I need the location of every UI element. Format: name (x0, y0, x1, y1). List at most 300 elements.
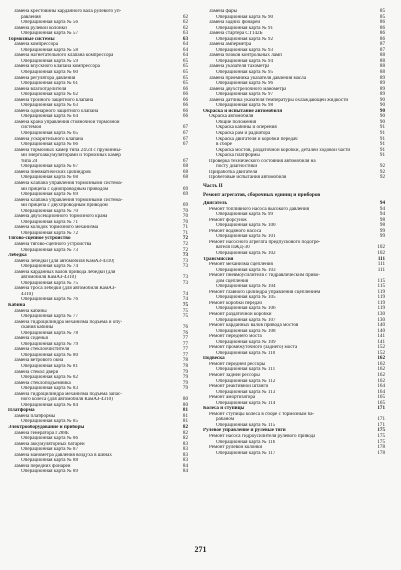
toc-entry-page: 74 (182, 296, 188, 303)
toc-entry-page: 66 (182, 102, 188, 109)
toc-entry-page: 87 (379, 41, 385, 48)
toc-entry-title: Операционная карта № 74 (21, 264, 78, 270)
toc-entry-page: 67 (182, 141, 188, 148)
toc-entry-page: 72 (182, 235, 188, 242)
toc-entry-page: 171 (377, 405, 385, 412)
toc-entry-page: 84 (182, 462, 188, 469)
toc-entry-title: Замена фары (209, 9, 238, 14)
toc-entry-page: 79 (182, 374, 188, 381)
toc-entry-page: 119 (377, 294, 385, 301)
toc-entry-page: 69 (182, 191, 188, 198)
toc-entry-page: 81 (182, 407, 188, 414)
toc-entry-title: Операционная карта № 102 (216, 250, 276, 256)
toc-entry-title: Операционная карта № 106 (216, 306, 276, 312)
toc-entry-title: Замена крана управления стояночной тормозной (14, 119, 120, 125)
toc-entry-title: Операционная карта № 77 (21, 314, 78, 320)
toc-entry-page: 75 (182, 301, 188, 308)
toc-entry-page: 66 (182, 107, 188, 114)
toc-entry-title: Замена карданных валов привода лебедки (для (14, 269, 116, 275)
toc-entry-title: Операционная карта № 105 (216, 295, 276, 301)
toc-entry-title: Операционная карта № 94 (216, 58, 273, 64)
toc-entry-page: 73 (182, 274, 188, 281)
toc-entry-title: Замена амперметра (209, 42, 252, 48)
toc-entry-title: Замена сиденья (14, 336, 48, 342)
toc-entry-page: 66 (182, 91, 188, 98)
toc-entry-page: 64 (182, 46, 188, 53)
toc-entry-title: Замена регулятора давления (14, 75, 76, 81)
toc-entry-page: 90 (379, 118, 385, 125)
toc-entry-title: Ремонт карданных валов привода мостов (209, 323, 299, 329)
toc-entry-page: 66 (182, 96, 188, 103)
toc-entry-title: Ремонт задней рессоры (209, 373, 260, 378)
toc-entry-page: 70 (182, 213, 188, 220)
toc-entry-title: Операционная карта № 71 (21, 219, 78, 225)
toc-entry-title: Операционная карта № 91 (216, 25, 273, 31)
toc-entry-page: 115 (377, 277, 385, 284)
toc-entry-page: 76 (182, 329, 188, 336)
toc-entry-page: 178 (377, 449, 385, 456)
toc-entry-page: 68 (182, 163, 188, 170)
toc-entry-page: 70 (182, 207, 188, 214)
toc-entry-page: 90 (379, 96, 385, 103)
toc-entry-title: Трансмиссия (203, 256, 234, 262)
toc-entry-title: Операционная карта № 81 (21, 364, 78, 369)
toc-entry-title: Приработка двигателя (209, 169, 258, 175)
toc-entry-page: 80 (182, 401, 188, 408)
toc-entry-title: Операционная карта № 113 (216, 389, 276, 395)
toc-entry-title: Замена двухстрелочного манометра (209, 86, 287, 92)
toc-entry-title: Операционная карта № 65 (21, 131, 78, 137)
page-number: 271 (194, 545, 207, 554)
toc-entry-page: 86 (379, 30, 385, 37)
toc-entry-page: 92 (379, 168, 385, 175)
toc-entry-title: Операционная карта № 103 (216, 267, 276, 273)
toc-entry-title: Операционная карта № 60 (21, 70, 78, 76)
part-subtitle: Ремонт агрегатов, сборочных единиц и приборов (203, 191, 321, 198)
toc-entry-page: 64 (182, 41, 188, 48)
toc-entry-title: Операционная карта № 100 (216, 223, 276, 229)
toc-right-column (203, 9, 385, 456)
toc-entry-page: 152 (377, 344, 385, 351)
toc-entry-page: 165 (377, 399, 385, 406)
toc-entry-page: 88 (379, 57, 385, 64)
part-title: Часть II (203, 182, 223, 189)
toc-entry-title: Замена приемника указателя давления масла (209, 75, 306, 81)
toc-entry-title: Ремонт форсунок (209, 217, 247, 223)
toc-entry-title: Замена впускного клапана компрессора (14, 64, 100, 70)
toc-entry-title: Ремонт промежуточного (заднего) моста (209, 345, 298, 351)
toc-entry-title: Окраска автомобиля (209, 114, 254, 120)
toc-entry-title: Операционная карта № 58 (21, 47, 78, 53)
toc-entry-page: 73 (182, 279, 188, 286)
toc-entry-page: 92 (379, 174, 385, 181)
toc-entry-page: 70 (182, 218, 188, 225)
toc-entry-title: Ремонт топливного насоса высокого давления (209, 206, 309, 212)
toc-entry-page: 94 (379, 211, 385, 218)
toc-entry-page: 83 (182, 440, 188, 447)
toc-entry-title: Окраска и испытание автомобиля (203, 108, 283, 114)
toc-entry-page: 65 (182, 80, 188, 87)
toc-entry-title: ми энергоаккумуляторами и тормозных камер (21, 153, 121, 159)
toc-entry-page: 111 (377, 255, 385, 262)
toc-entry-title: Ремонт передней рессоры (209, 361, 266, 367)
toc-entry-page: 130 (377, 310, 385, 317)
toc-entry-title: равления (21, 14, 41, 20)
toc-entry-title: Тягово-сцепное устройство (8, 236, 71, 242)
toc-entry-title: Замена одинарного защитного клапана (14, 108, 99, 114)
toc-entry-page: 83 (182, 451, 188, 458)
toc-entry-title: Ремонт ступицы колеса в сборе с тормозным ба- (209, 411, 315, 417)
toc-entry-page: 79 (182, 385, 188, 392)
toc-entry-page: 71 (182, 229, 188, 236)
toc-entry-title: Замена тягово-сцепного устройства (14, 241, 92, 247)
toc-entry-page: 62 (182, 13, 188, 20)
toc-entry-page: 86 (379, 35, 385, 42)
toc-entry-page: 77 (182, 335, 188, 342)
toc-entry-title: Операционная карта № 76 (21, 297, 78, 303)
toc-entry-title: Замена двухсекционного тормозного крана (14, 214, 108, 220)
toc-entry-page: 89 (379, 74, 385, 81)
toc-entry-page: 140 (377, 322, 385, 329)
toc-entry-title: Операционная карта № 101 (216, 234, 276, 240)
toc-entry-page: 66 (182, 85, 188, 92)
toc-entry-title: Пробеговые испытания автомобиля (209, 175, 287, 181)
toc-entry-title: Операционная карта № 96 (216, 81, 273, 87)
toc-entry-title: Операционная карта № 85 (21, 419, 78, 425)
toc-entry (203, 451, 385, 457)
toc-entry-page: 65 (182, 74, 188, 81)
toc-entry-page: 66 (182, 113, 188, 120)
toc-entry-page: 130 (377, 316, 385, 323)
toc-entry-title: Операционная карта № 90 (216, 14, 273, 20)
toc-entry-title: Кабина (8, 302, 26, 308)
toc-entry-page: 78 (182, 357, 188, 364)
toc-entry-title: Операционная карта № 73 (21, 247, 78, 253)
toc-entry-page: 91 (379, 135, 385, 142)
toc-entry-title: Замена влагоотделителя (14, 86, 67, 92)
toc-entry-title: Операционная карта № 108 (216, 328, 276, 334)
toc-entry-title: Платформа (8, 408, 35, 414)
toc-entry-title: Операционная карта № 66 (21, 142, 78, 148)
toc-entry-title: Подвеска (203, 356, 225, 362)
toc-entry-title: Замена тормозных камер типа 24/24 с пружинны- (14, 147, 122, 153)
toc-entry-title: Замена стеклоподъемника (14, 380, 71, 386)
toc-entry-page: 115 (377, 283, 385, 290)
toc-entry-page: 69 (182, 185, 188, 192)
toc-entry-title: типа 24 (21, 158, 38, 164)
toc-entry-page: 77 (182, 340, 188, 347)
toc-entry-title: Операционная карта № 88 (21, 458, 78, 464)
toc-entry-title: Операционная карта № 80 (21, 352, 78, 358)
toc-entry-page: 81 (182, 418, 188, 425)
toc-entry-title: Операционная карта № 78 (21, 330, 78, 336)
toc-entry-page: 82 (182, 429, 188, 436)
toc-entry-page: 102 (377, 249, 385, 256)
toc-entry-page: 91 (379, 141, 385, 148)
toc-entry-page: 92 (379, 163, 385, 170)
toc-entry-page: 99 (379, 233, 385, 240)
toc-entry-title: Замена рулевой колонки (14, 25, 67, 31)
toc-entry-page: 72 (182, 246, 188, 253)
toc-entry-title: Операционная карта № 117 (216, 450, 276, 456)
toc-entry-page: 94 (379, 200, 385, 207)
toc-entry-title: Операционная карта № 110 (216, 350, 276, 356)
toc-entry-page: 88 (379, 69, 385, 76)
toc-entry-page: 178 (377, 444, 385, 451)
toc-entry-page: 175 (377, 438, 385, 445)
toc-left-column (8, 9, 188, 475)
toc-entry-page: 79 (182, 368, 188, 375)
toc-entry-page: 89 (379, 91, 385, 98)
toc-entry-title: Окраска платформы (216, 153, 260, 159)
toc-entry-page: 79 (182, 379, 188, 386)
toc-entry-title: Общие положения (216, 119, 257, 125)
toc-entry-page: 67 (182, 130, 188, 137)
toc-entry-page: 162 (377, 360, 385, 367)
toc-entry-title: Операционная карта № 87 (21, 447, 78, 453)
toc-entry-title: Замена нагнетательного клапана компрессора (14, 53, 114, 59)
toc-entry-page: 75 (182, 307, 188, 314)
toc-entry-page: 67 (182, 157, 188, 164)
toc-entry-page: 152 (377, 349, 385, 356)
toc-entry-title: автомобиля КамАЗ-4310) (21, 275, 76, 281)
toc-entry-page: 77 (182, 346, 188, 353)
toc-entry-title: вателя ПЖД-30 (216, 245, 250, 251)
toc-entry-title: Операционная карта № 72 (21, 230, 78, 236)
toc-entry-title: Окраска кабины и оперения (216, 125, 277, 131)
toc-entry-title: Замена крестовины карданного вала рулевого уп- (14, 9, 122, 14)
toc-entry-title: Операционная карта № 67 (21, 164, 78, 170)
toc-entry-title: Операционная карта № 64 (21, 114, 78, 120)
toc-entry-title: Замена троса лебедки (для автомобиля КамАЗ- (14, 286, 116, 292)
toc-entry-page: 73 (182, 263, 188, 270)
toc-entry-title: Замена компрессора (14, 42, 58, 48)
toc-entry-title: Электрооборудование и приборы (8, 425, 85, 431)
toc-entry-title: Тормозные системы (8, 36, 55, 42)
toc-entry-title: Операционная карта № 92 (216, 36, 273, 42)
toc-entry-title: Замена ускорительного клапана (14, 136, 83, 142)
toc-entry-page: 99 (379, 227, 385, 234)
toc-entry-title: Замена блоков контрольных ламп (209, 53, 282, 59)
toc-entry-page: 164 (377, 383, 385, 390)
toc-entry-title: посту диагностики (216, 164, 258, 170)
toc-entry-page: 90 (379, 113, 385, 120)
toc-entry-page: 90 (379, 102, 385, 109)
toc-entry-title: Операционная карта № 107 (216, 317, 276, 323)
toc-entry-page: 162 (377, 377, 385, 384)
toc-entry-page: 162 (377, 372, 385, 378)
toc-entry-page: 89 (379, 80, 385, 87)
toc-entry-title: Двигатель (203, 201, 228, 207)
toc-entry-page: 63 (182, 30, 188, 37)
toc-entry-page: 111 (377, 266, 385, 273)
toc-entry-title: ного колеса (для автомобиля КамАЗ-4310) (21, 397, 113, 403)
toc-entry-title: Операционная карта № 111 (216, 367, 276, 373)
toc-entry-page: 80 (182, 396, 188, 403)
toc-entry-page: 81 (182, 412, 188, 419)
toc-entry-title: Операционная карта № 93 (216, 47, 273, 53)
toc-entry-page: 78 (182, 363, 188, 369)
toc-entry-title: Проверка технического состояния автомобиля на (209, 158, 316, 164)
toc-entry-page: 94 (379, 205, 385, 212)
toc-entry-page: 74 (182, 290, 188, 297)
toc-entry-page: 65 (182, 69, 188, 76)
toc-entry-title: Операционная карта № 99 (216, 212, 273, 218)
toc-entry-title: Замена стекол двери (14, 369, 59, 375)
toc-entry-title: Операционная карта № 114 (216, 400, 276, 406)
toc-entry-title: Операционная карта № 82 (21, 375, 78, 381)
toc-entry-page: 67 (182, 135, 188, 142)
toc-entry-title: Лебедка (8, 253, 27, 259)
toc-entry-page: 141 (377, 333, 385, 340)
toc-entry-title: Ремонт реактивной штанги (209, 384, 269, 390)
toc-entry-title: Ремонт механизма сцепления (209, 262, 273, 268)
toc-entry-title: Колеса и ступицы (203, 406, 245, 412)
toc-entry-title: Операционная карта № 98 (216, 103, 273, 109)
toc-entry-page: 83 (182, 457, 188, 464)
toc-entry-title: Ремонт рулевой колонки (209, 445, 263, 451)
toc-entry-title: Замена указателя тахометра (209, 64, 270, 70)
toc-entry-title: Рулевое управление и рулевые тяги (203, 428, 286, 434)
toc-entry-title: Замена тройного защитного клапана (14, 97, 94, 103)
toc-entry-page: 98 (379, 222, 385, 229)
toc-entry-page: 89 (379, 85, 385, 92)
toc-entry-page: 73 (182, 257, 188, 264)
toc-entry-title: Операционная карта № 104 (216, 284, 276, 290)
toc-entry-page: 63 (182, 35, 188, 42)
toc-entry-page: 65 (182, 57, 188, 64)
toc-entry-page: 87 (379, 46, 385, 53)
toc-entry-page: 91 (379, 124, 385, 131)
toc-entry-title: Операционная карта № 84 (21, 402, 78, 408)
toc-entry-title: Операционная карта № 116 (216, 439, 276, 445)
toc-entry-title: Операционная карта № 83 (21, 386, 78, 392)
toc-entry-page: 119 (377, 288, 385, 295)
toc-entry-title: Ремонт насоса гидроусилителя рулевого привода (209, 434, 316, 440)
toc-entry-title: в сборе (216, 142, 232, 148)
toc-entry-title: ми прицепа с двухпроводным приводом (21, 203, 108, 209)
toc-entry-title: Операционная карта № 89 (21, 469, 78, 475)
toc-entry-page: 86 (379, 24, 385, 31)
toc-entry-title: дом сцепления (216, 278, 249, 284)
toc-entry-page: 69 (182, 202, 188, 209)
toc-entry-title: Операционная карта № 75 (21, 280, 78, 286)
toc-entry-title: Замена передних фонарей (14, 463, 71, 469)
toc-entry-page: 171 (377, 421, 385, 428)
toc-entry-title: Замена платформы (14, 413, 56, 419)
toc-entry-page: 68 (182, 174, 188, 181)
toc-entry-page: 67 (182, 124, 188, 131)
toc-entry-page: 76 (182, 324, 188, 331)
toc-entry-title: Операционная карта № 59 (21, 58, 78, 64)
toc-entry-page: 68 (182, 168, 188, 175)
toc-entry-page: 162 (377, 355, 385, 362)
toc-entry-title: Операционная карта № 86 (21, 436, 78, 442)
toc-entry-title: Ремонт пневмоусилителя с гидравлическим приво- (209, 273, 320, 279)
toc-entry-page: 90 (379, 107, 385, 114)
toc-entry-title: Операционная карта № 109 (216, 339, 276, 345)
toc-entry-page: 62 (182, 19, 188, 26)
toc-entry-title: Окраска двигателя и коробки передач (216, 136, 298, 142)
toc-entry-page: 175 (377, 433, 385, 440)
toc-entry-title: Операционная карта № 68 (21, 175, 78, 181)
toc-entry-title: Окраска рам и радиатора (216, 131, 271, 137)
toc-entry-page: 71 (182, 224, 188, 231)
toc-entry-title: Замена колодок тормозного механизма (14, 225, 99, 231)
toc-entry-title: Замена стартера СТ142Б (209, 31, 263, 37)
toc-entry-page: 165 (377, 394, 385, 401)
toc-entry-page: 85 (379, 13, 385, 20)
toc-entry-title: системой (21, 125, 42, 131)
toc-entry-title: Операционная карта № 69 (21, 192, 78, 198)
toc-entry-title: Операционная карта № 97 (216, 92, 273, 98)
toc-entry-title: Операционная карта № 79 (21, 341, 78, 347)
toc-entry-title: Замена ветрового окна (14, 358, 64, 364)
toc-entry-title: Операционная карта № 70 (21, 208, 78, 214)
toc-entry-page: 175 (377, 427, 385, 434)
toc-entry-title: Окраска мостов, раздаточной коробки, деталей ходовой части (216, 147, 351, 153)
toc-entry-title: рабаном (216, 417, 235, 423)
toc-entry-page: 72 (182, 240, 188, 247)
toc-entry-page: 84 (182, 468, 188, 475)
toc-entry-page: 91 (379, 152, 385, 159)
toc-entry-page: 141 (377, 338, 385, 345)
toc-entry-page: 88 (379, 52, 385, 59)
toc-entry-title: Замена клапана управления тормозными система- (14, 197, 123, 203)
toc-entry-page: 171 (377, 416, 385, 423)
toc-entry-page: 62 (182, 24, 188, 31)
toc-entry-title: Операционная карта № 56 (21, 20, 78, 26)
toc-entry-title: Замена датчика указателя температуры охлаждающей жидкости (209, 97, 349, 103)
toc-entry-title: Замена лебедки (для автомобиля КамАЗ-4310) (14, 258, 115, 264)
toc-entry-title: Ремонт амортизатора (209, 395, 256, 401)
toc-entry-page: 77 (182, 351, 188, 358)
toc-entry-title: Операционная карта № 57 (21, 31, 78, 37)
toc-entry-title: Операционная карта № 115 (216, 422, 276, 428)
toc-entry-title: Замена пневматических цилиндров (14, 169, 91, 175)
toc-entry-title: Операционная карта № 95 (216, 70, 273, 76)
toc-entry-page: 91 (379, 130, 385, 137)
toc-entry-page: 162 (377, 366, 385, 373)
toc-entry-title: Замена манометра давления воздуха в шинах (14, 452, 112, 458)
toc-entry-title: Операционная карта № 62 (21, 92, 78, 98)
toc-entry-title: Ремонт главного цилиндра управления сцеплением (209, 289, 321, 295)
toc-entry-page: 83 (182, 446, 188, 453)
toc-entry-page: 64 (182, 52, 188, 59)
toc-entry-title: Операционная карта № 61 (21, 81, 78, 87)
toc-entry-page: 82 (182, 435, 188, 442)
toc-entry-title: Ремонт насосного агрегата предпускового подогре- (209, 239, 321, 245)
toc-entry-title: Операционная карта № 112 (216, 378, 276, 384)
toc-entry-title: Замена задних фонарей (209, 20, 261, 26)
toc-entry (8, 469, 188, 475)
toc-entry-title: Ремонт водяного насоса (209, 228, 262, 234)
toc-entry-page: 119 (377, 299, 385, 306)
toc-entry-title: Ремонт переднего моста (209, 334, 262, 340)
toc-entry-page: 82 (182, 424, 188, 431)
toc-entry-page: 102 (377, 244, 385, 251)
toc-entry-page: 98 (379, 216, 385, 223)
toc-entry-page: 111 (377, 261, 385, 268)
toc-entry-page: 85 (379, 8, 385, 14)
toc-entry-title: Замена гидроцилиндра механизма подъема запас- (14, 391, 122, 397)
toc-entry-page: 88 (379, 63, 385, 70)
toc-entry-title: Замена генератора Г288Е (14, 430, 69, 436)
toc-entry-page: 164 (377, 388, 385, 395)
toc-entry-page: 91 (379, 146, 385, 153)
toc-entry-title: Замена стеклоочистителя (14, 347, 70, 353)
toc-entry-title: Операционная карта № 63 (21, 103, 78, 109)
